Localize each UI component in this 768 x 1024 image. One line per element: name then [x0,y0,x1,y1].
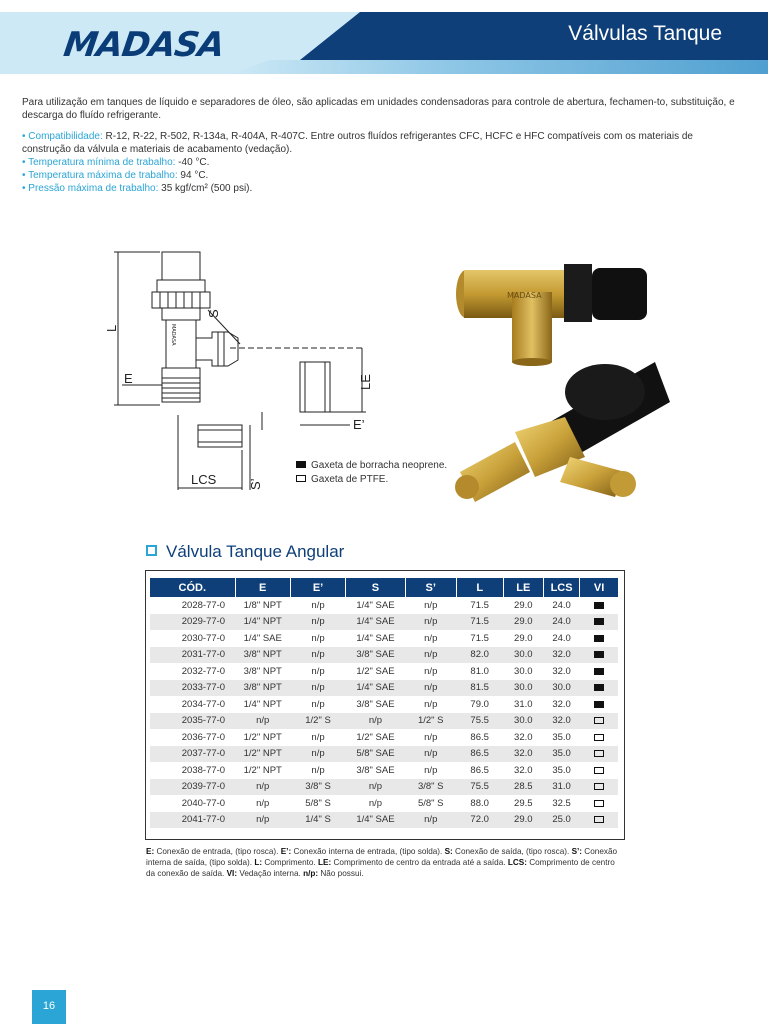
table-row [150,795,618,812]
table-cell: 30.0 [503,713,543,730]
table-cell: 24.0 [552,599,571,611]
table-cell: 32.0 [552,698,571,710]
table-cell: 3/8" SAE [356,698,395,710]
valve-photo-front [452,252,667,367]
table-cell: 30.0 [514,665,533,677]
spec-label: Temperatura mínima de trabalho: [28,157,176,168]
page-number-tab [32,990,66,1024]
column-header: E [235,578,290,597]
table-cell: n/p [290,614,345,631]
table-cell: n/p [405,647,456,664]
filled-square-icon [594,701,604,708]
table-cell: n/p [311,731,325,743]
table-cell: 1/2" S [290,713,345,730]
table-cell: 75.5 [456,779,503,796]
table-cell: 29.0 [503,614,543,631]
table-cell: 32.0 [543,647,579,664]
table-cell: 79.0 [470,698,489,710]
table-cell: 32.0 [514,764,533,776]
table-cell: n/p [346,779,406,796]
table-cell: 1/4" NPT [235,614,290,631]
table-cell: 71.5 [456,614,503,631]
filled-square-icon [594,668,604,675]
table-cell: 5/8" S [305,797,331,809]
table-row [150,779,618,796]
table-cell: 2038-77-0 [181,764,226,776]
valve-cap-flange [157,280,205,292]
cell-vi [580,597,618,614]
table-row [150,812,618,829]
valve-photo-angle [455,362,670,512]
table-cell: n/p [256,797,270,809]
table-cell: 29.5 [514,797,533,809]
empty-square-icon [594,816,604,823]
filled-square-icon [296,461,306,468]
footnote-key: LCS: [507,858,527,867]
empty-square-icon [594,800,604,807]
footnote-key: S’: [571,847,583,856]
cell-vi [580,680,618,697]
table-cell: 3/8" SAE [346,647,406,664]
table-cell: 5/8" S [417,797,444,809]
table-cell: 30.0 [543,680,579,697]
legend-label: Gaxeta de PTFE. [311,474,389,485]
filled-square-icon [594,684,604,691]
label-l: L [104,324,119,332]
legend [296,459,447,487]
table-cell: n/p [311,632,325,644]
table-cell: n/p [405,680,456,697]
footnote-text: Conexão interna de entrada, (tipo solda). [291,847,445,856]
header-shade-band [230,60,768,74]
table-cell: 1/4" SAE [356,599,395,611]
table-cell: 2029-77-0 [150,614,235,631]
footnote-key: E: [146,847,155,856]
table-cell: 29.0 [514,599,533,611]
footnote-key: L: [254,858,263,867]
table-cell: 86.5 [456,746,503,763]
table-cell: 2028-77-0 [181,599,226,611]
filled-square-icon [594,651,604,658]
table-cell: 32.0 [552,665,571,677]
table-cell: 81.5 [456,680,503,697]
table-cell: 3/8" SAE [356,764,395,776]
cell-vi [580,647,618,664]
table-cell: 2034-77-0 [181,698,226,710]
column-header: S [346,578,406,597]
table-cell: 1/4" SAE [243,632,282,644]
table-cell: 28.5 [503,779,543,796]
table-cell: 1/2" S [405,713,456,730]
footnote-key: E’: [280,847,292,856]
table-row [150,597,618,614]
table-cell: 1/2" SAE [356,665,395,677]
table-row [150,663,618,680]
table-cell: 71.5 [470,599,489,611]
table-cell: 32.0 [543,713,579,730]
table-cell: 86.5 [470,731,489,743]
table-cell: 35.0 [552,764,571,776]
footnote-key: VI: [226,869,238,878]
label-e: E [124,371,133,386]
table-cell: 1/4" SAE [346,614,406,631]
table-cell: n/p [311,665,325,677]
table-cell: 32.0 [514,731,533,743]
table-cell: n/p [311,599,325,611]
label-e-prime: E’ [353,417,365,432]
empty-square-icon [594,767,604,774]
table-cell: 2040-77-0 [181,797,226,809]
valve-outlet-flare [196,332,238,366]
filled-square-icon [594,635,604,642]
table-cell: 3/8" NPT [243,665,282,677]
cell-vi [580,729,618,746]
table-cell: 24.0 [543,614,579,631]
table-cell: 2035-77-0 [150,713,235,730]
table-row [150,762,618,779]
table-cell: 32.5 [552,797,571,809]
body-stamp: MADASA [170,324,176,346]
table-row [150,680,618,697]
valve-neck [162,308,200,320]
table-cell: 2039-77-0 [150,779,235,796]
legend-item [296,473,447,487]
footnote-text: Vedação interna. [237,869,304,878]
table-cell: 3/8" NPT [235,680,290,697]
cell-vi [580,630,618,647]
cell-vi [580,795,618,812]
table-cell: n/p [290,680,345,697]
cell-vi [580,762,618,779]
filled-square-icon [594,618,604,625]
table-cell: 31.0 [543,779,579,796]
label-s-prime: S’ [248,478,263,490]
table-cell: 88.0 [470,797,489,809]
spec-label: Temperatura máxima de trabalho: [28,170,178,181]
square-bullet-icon [146,545,157,556]
legend-item [296,459,447,473]
spec-item: • Temperatura máxima de trabalho: 94 °C. [22,170,209,181]
table-cell: 25.0 [543,812,579,829]
spec-value: -40 °C. [175,157,210,168]
table-cell: 2036-77-0 [181,731,226,743]
cell-vi [580,614,618,631]
footnote-text: Conexão de saída, (tipo rosca). [452,847,572,856]
table-row [150,696,618,713]
spec-label: Compatibilidade: [28,131,103,142]
photo-stamp: MADASA [507,291,542,300]
table-cell: n/p [235,779,290,796]
table-cell: 81.0 [470,665,489,677]
table-cell: n/p [346,713,406,730]
table-cell: n/p [235,812,290,829]
table-cell: 3/8" S [290,779,345,796]
table-cell: 1/8" NPT [243,599,282,611]
section-title [146,542,344,562]
table-cell: 3/8" S [405,779,456,796]
table-cell: 2037-77-0 [150,746,235,763]
table-row [150,630,618,647]
table-cell: n/p [290,746,345,763]
spec-label: Pressão máxima de trabalho: [28,183,159,194]
footnote-text: Comprimento de centro da entrada até a saída. [331,858,508,867]
table-cell: 82.0 [456,647,503,664]
table-cell: n/p [405,812,456,829]
spec-item: • Compatibilidade: R-12, R-22, R-502, R-134a, R-404A, R-407C. Entre outros fluídos refrigerantes CFC, HCFC e HFC compatíveis com os materiais de construção da válvula e materiais de acabamento (vedação). [22,131,693,155]
footnote-text: Comprimento de centro da conexão de saída. [146,858,615,878]
table-row [150,713,618,730]
table-cell: 29.0 [503,812,543,829]
empty-square-icon [594,717,604,724]
table-cell: n/p [235,713,290,730]
cell-vi [580,746,618,763]
spec-value: 94 °C. [177,170,209,181]
table-cell: 1/4" SAE [356,632,395,644]
footnote-key: n/p: [303,869,319,878]
column-header: E’ [290,578,345,597]
table-row [150,729,618,746]
footnote-text: Não possui. [318,869,364,878]
table-cell: n/p [290,647,345,664]
table-cell: 32.0 [503,746,543,763]
footnote-text: Comprimento. [262,858,319,867]
label-le: LE [358,374,373,390]
table-header-row [150,578,618,597]
table-cell: 5/8" SAE [346,746,406,763]
table-cell: 1/4" SAE [346,680,406,697]
empty-square-icon [594,734,604,741]
table-cell: 31.0 [514,698,533,710]
filled-square-icon [594,602,604,609]
cell-vi [580,663,618,680]
column-header: CÓD. [150,578,235,597]
table-cell: 86.5 [470,764,489,776]
table-cell: n/p [424,764,438,776]
cell-vi [580,713,618,730]
spec-value: R-12, R-22, R-502, R-134a, R-404A, R-407C. Entre outros fluídos refrigerantes CFC, HCFC e HFC compatíveis com os materiais de construção da válvula e materiais de acabamento (vedação). [22,131,693,155]
table-cell: 1/2" SAE [356,731,395,743]
page-number: 16 [42,1000,56,1012]
label-s: S [206,309,221,318]
table-cell: n/p [405,614,456,631]
label-lcs: LCS [191,472,217,487]
table-cell: n/p [424,731,438,743]
table-row [150,647,618,664]
valve-hex [162,368,200,378]
table-cell: 1/2" NPT [243,731,282,743]
legend-label: Gaxeta de borracha neoprene. [311,460,448,471]
footnote-key: S: [444,847,453,856]
valve-gland [152,292,210,308]
cell-vi [580,696,618,713]
column-header: LE [503,578,543,597]
table-cell: 2031-77-0 [150,647,235,664]
solder-fitting-lcs [198,425,242,447]
footnote [146,846,626,879]
table-cell: n/p [368,797,383,809]
cell-vi [580,779,618,796]
specs-table [150,578,618,828]
table-cell: 35.0 [552,731,571,743]
table-cell: 30.0 [503,647,543,664]
table-cell: n/p [311,764,325,776]
table-cell: 29.0 [514,632,533,644]
table-cell: 1/4" S [290,812,345,829]
column-header: LCS [543,578,579,597]
table-cell: 2030-77-0 [181,632,226,644]
table-cell: 1/2" NPT [235,746,290,763]
intro-text: Para utilização em tanques de líquido e separadores de óleo, são aplicadas em unidades condensadoras para controle de abertura, fechamen-to, substituição, e descarga do fluído refrigerante. [22,97,735,121]
table-cell: n/p [405,746,456,763]
empty-square-icon [594,750,604,757]
table-row [150,614,618,631]
spec-item: • Pressão máxima de trabalho: 35 kgf/cm² (500 psi). [22,183,253,194]
table-cell: 30.0 [503,680,543,697]
table-cell: 1/2" NPT [243,764,282,776]
table-cell: 3/8" NPT [235,647,290,664]
empty-square-icon [594,783,604,790]
page-header [0,0,768,76]
madasa-logo: MADASA [61,25,227,65]
footnote-key: LE: [318,858,332,867]
spec-value: 35 kgf/cm² (500 psi). [158,183,253,194]
table-cell: n/p [424,698,438,710]
column-header: L [456,578,503,597]
footnote-text: Conexão de entrada, (tipo rosca). [154,847,281,856]
table-cell: n/p [424,632,438,644]
footnote-text: Conexão interna de saída, (tipo solda). [146,847,618,867]
table-cell: 75.5 [456,713,503,730]
table-cell: 1/4" NPT [243,698,282,710]
table-cell: 72.0 [456,812,503,829]
column-header: VI [580,578,618,597]
table-cell: n/p [424,665,438,677]
table-row [150,746,618,763]
page-title: Válvulas Tanque [568,22,722,45]
table-cell: 1/4" SAE [346,812,406,829]
table-cell: n/p [424,599,438,611]
table-cell: 2033-77-0 [150,680,235,697]
empty-square-icon [296,475,306,482]
valve-cap [162,252,200,280]
table-cell: 71.5 [470,632,489,644]
cell-vi [580,812,618,829]
spec-list [22,130,738,195]
table-cell: 2041-77-0 [150,812,235,829]
table-cell: 24.0 [552,632,571,644]
section-title-text: Válvula Tanque Angular [166,542,345,561]
table-cell: n/p [311,698,325,710]
spec-item: • Temperatura mínima de trabalho: -40 °C. [22,157,210,168]
table-cell: 35.0 [543,746,579,763]
column-header: S’ [405,578,456,597]
table-cell: 2032-77-0 [181,665,226,677]
